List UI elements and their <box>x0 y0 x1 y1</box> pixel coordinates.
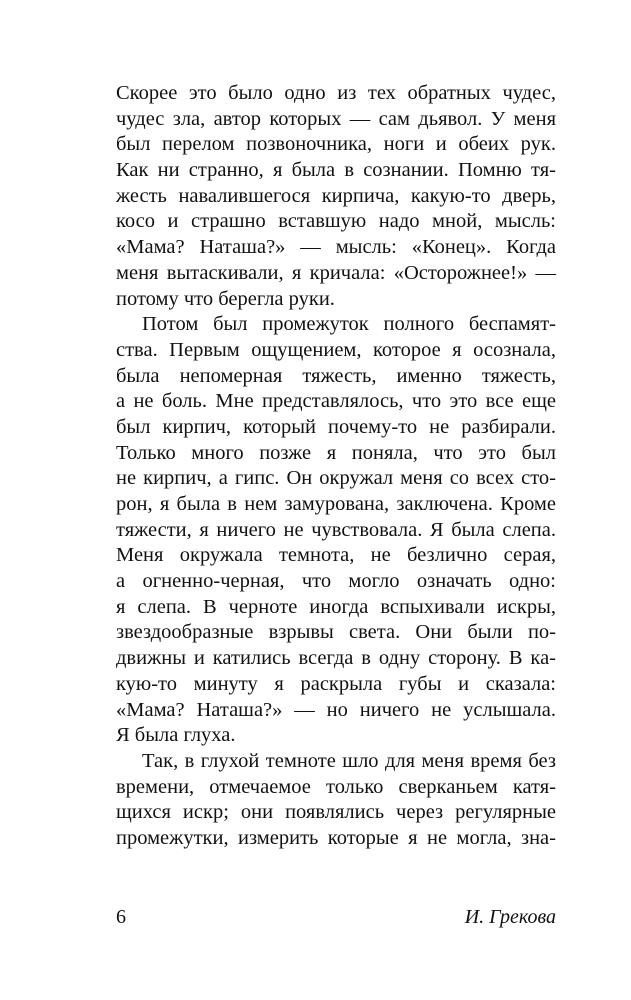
text-line: щихся искр; они появлялись через регулярные <box>116 801 556 824</box>
paragraph-3 <box>116 749 556 852</box>
text-line: потому что берегла руки. <box>116 287 335 310</box>
text-line: «Мама? Наташа?» — но ничего не услышала. <box>116 698 556 721</box>
text-line: тяжести, я ничего не чувствовала. Я была слепа. <box>116 518 556 541</box>
text-line: чудес зла, автор которых — сам дьявол. У меня <box>116 107 556 130</box>
text-line: жесть навалившегося кирпича, какую-то дверь, <box>116 184 556 207</box>
text-line: а не боль. Мне представлялось, что это все еще <box>116 390 556 413</box>
text-line: не кирпич, а гипс. Он окружал меня со всех сто- <box>116 467 556 490</box>
text-line: Только много позже я поняла, что это был <box>116 441 556 464</box>
text-line: был кирпич, который почему-то не разбирали. <box>116 415 556 438</box>
text-line: звездообразные взрывы света. Они были по- <box>116 621 556 644</box>
text-line: косо и страшно вставшую надо мной, мысль: <box>116 210 556 233</box>
text-line: Я была глуха. <box>116 724 236 747</box>
body-text <box>116 81 556 852</box>
text-line: я слепа. В черноте иногда вспыхивали искры, <box>116 595 556 618</box>
paragraph-2 <box>116 312 556 749</box>
paragraph-1 <box>116 81 556 312</box>
text-line: «Мама? Наташа?» — мысль: «Конец». Когда <box>116 236 556 259</box>
page-footer <box>116 904 556 930</box>
text-line: Так, в глухой темноте шло для меня время без <box>142 749 556 772</box>
text-line: ства. Первым ощущением, которое я осознала, <box>116 338 556 361</box>
text-line: а огненно-черная, что могло означать одно: <box>116 570 556 593</box>
text-line: Меня окружала темнота, не безлично серая, <box>116 544 556 567</box>
text-line: Потом был промежуток полного беспамят- <box>142 313 556 336</box>
text-line: Как ни странно, я была в сознании. Помню тя- <box>116 159 556 182</box>
page-number: 6 <box>116 906 126 928</box>
text-line: времени, отмечаемое только сверканьем катя- <box>116 775 556 798</box>
text-line: была непомерная тяжесть, именно тяжесть, <box>116 364 556 387</box>
text-line: меня вытаскивали, я кричала: «Осторожнее!» — <box>116 261 556 284</box>
text-line: кую-то минуту я раскрыла губы и сказала: <box>116 672 556 695</box>
text-line: движны и катились всегда в одну сторону. В ка- <box>116 647 556 670</box>
text-line: был перелом позвоночника, ноги и обеих рук. <box>116 133 556 156</box>
text-line: промежутки, измерить которые я не могла, зна- <box>116 826 556 849</box>
text-line: Скорее это было одно из тех обратных чудес, <box>116 82 556 104</box>
running-footer-author: И. Грекова <box>464 906 556 928</box>
text-line: рон, я была в нем замурована, заключена. Кроме <box>116 493 556 515</box>
